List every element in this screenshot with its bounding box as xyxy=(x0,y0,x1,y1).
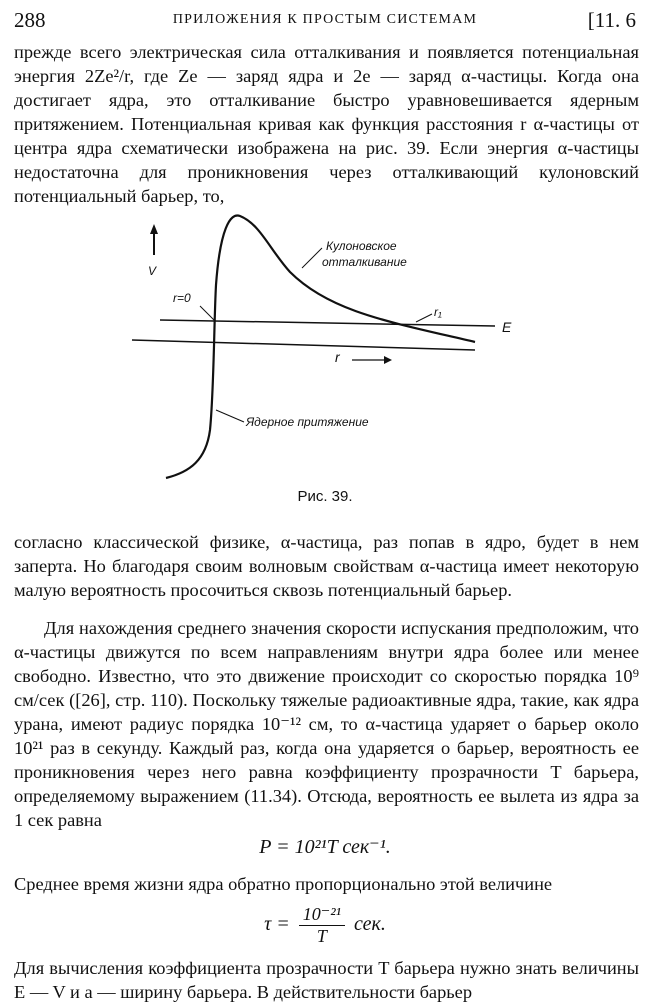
tau-unit: сек. xyxy=(354,913,386,936)
paragraph-5: Для вычисления коэффициента прозрачности T барьера нужно знать величины E — V и a — ширину барьера. В действительности барьер xyxy=(14,958,639,1002)
figure-caption: Рис. 39. xyxy=(297,488,353,505)
coulomb-leader xyxy=(302,248,322,268)
tau-denominator: T xyxy=(316,926,327,946)
energy-line xyxy=(160,320,495,326)
page-number: 288 xyxy=(14,8,46,32)
r0-leader xyxy=(200,306,214,320)
coulomb-label-1: Кулоновское xyxy=(326,239,397,253)
running-title: ПРИЛОЖЕНИЯ К ПРОСТЫМ СИСТЕМАМ xyxy=(172,12,478,27)
page-header xyxy=(14,8,636,32)
paragraph-4: Среднее время жизни ядра обратно пропорционально этой величине xyxy=(14,874,553,894)
r-label: r xyxy=(335,349,340,365)
tau-fraction xyxy=(299,904,345,947)
nuclear-leader xyxy=(216,410,244,422)
coulomb-label-2: отталкивание xyxy=(322,255,407,269)
v-label: V xyxy=(148,264,157,278)
r-arrow-head xyxy=(384,356,392,364)
lifetime-formula xyxy=(0,904,650,947)
e-label: E xyxy=(502,319,512,335)
section-number: [11. 6 xyxy=(587,8,636,32)
v-arrow-head xyxy=(150,224,158,234)
tau-lhs: τ = xyxy=(264,913,290,936)
paragraph-1: прежде всего электрическая сила отталкивания и появляется потенциальная энергия 2Ze²/r, где Ze — заряд ядра и 2e — заряд α-частицы. Когда она достигает ядра, это отталкивание быстро уравновешивается ядерным притяжением. Потенциальная кривая как функция расстояния r α-частицы от центра ядра схематически изображена на рис. 39. Если энергия α-частицы недостаточна для проникновения через отталкивающий кулоновский потенциальный барьер, то, xyxy=(14,42,639,206)
r-axis xyxy=(132,340,475,350)
r0-label: r=0 xyxy=(173,291,191,305)
nuclear-label: Ядерное притяжение xyxy=(246,415,369,429)
tau-numerator: 10⁻²¹ xyxy=(299,904,345,926)
potential-curve-figure xyxy=(130,210,530,490)
r1-leader xyxy=(416,314,432,322)
paragraph-2: согласно классической физике, α-частица, раз попав в ядро, будет в нем заперта. Но благодаря своим волновым свойствам α-частица имеет некоторую малую вероятность просочиться сквозь потенциальный барьер. xyxy=(14,532,639,600)
potential-curve xyxy=(166,215,475,478)
probability-formula: P = 10²¹T сек⁻¹. xyxy=(259,836,391,858)
paragraph-3: Для нахождения среднего значения скорости испускания предположим, что α-частицы движутся по всем направлениям внутри ядра более или менее свободно. Известно, что это движение происходит со скоростью порядка 10⁹ см/сек ([26], стр. 110). Поскольку тяжелые радиоактивные ядра, такие, как ядра урана, имеют радиус порядка 10⁻¹² см, то α-частица ударяет о барьер около 10²¹ раз в секунду. Каждый раз, когда она ударяется о барьер, вероятность ее проникновения через него равна коэффициенту прозрачности T барьера, определяемому выражением (11.34). Отсюда, вероятность ее вылета из ядра за 1 сек равна xyxy=(14,618,639,830)
r1-label: r₁ xyxy=(434,305,442,319)
